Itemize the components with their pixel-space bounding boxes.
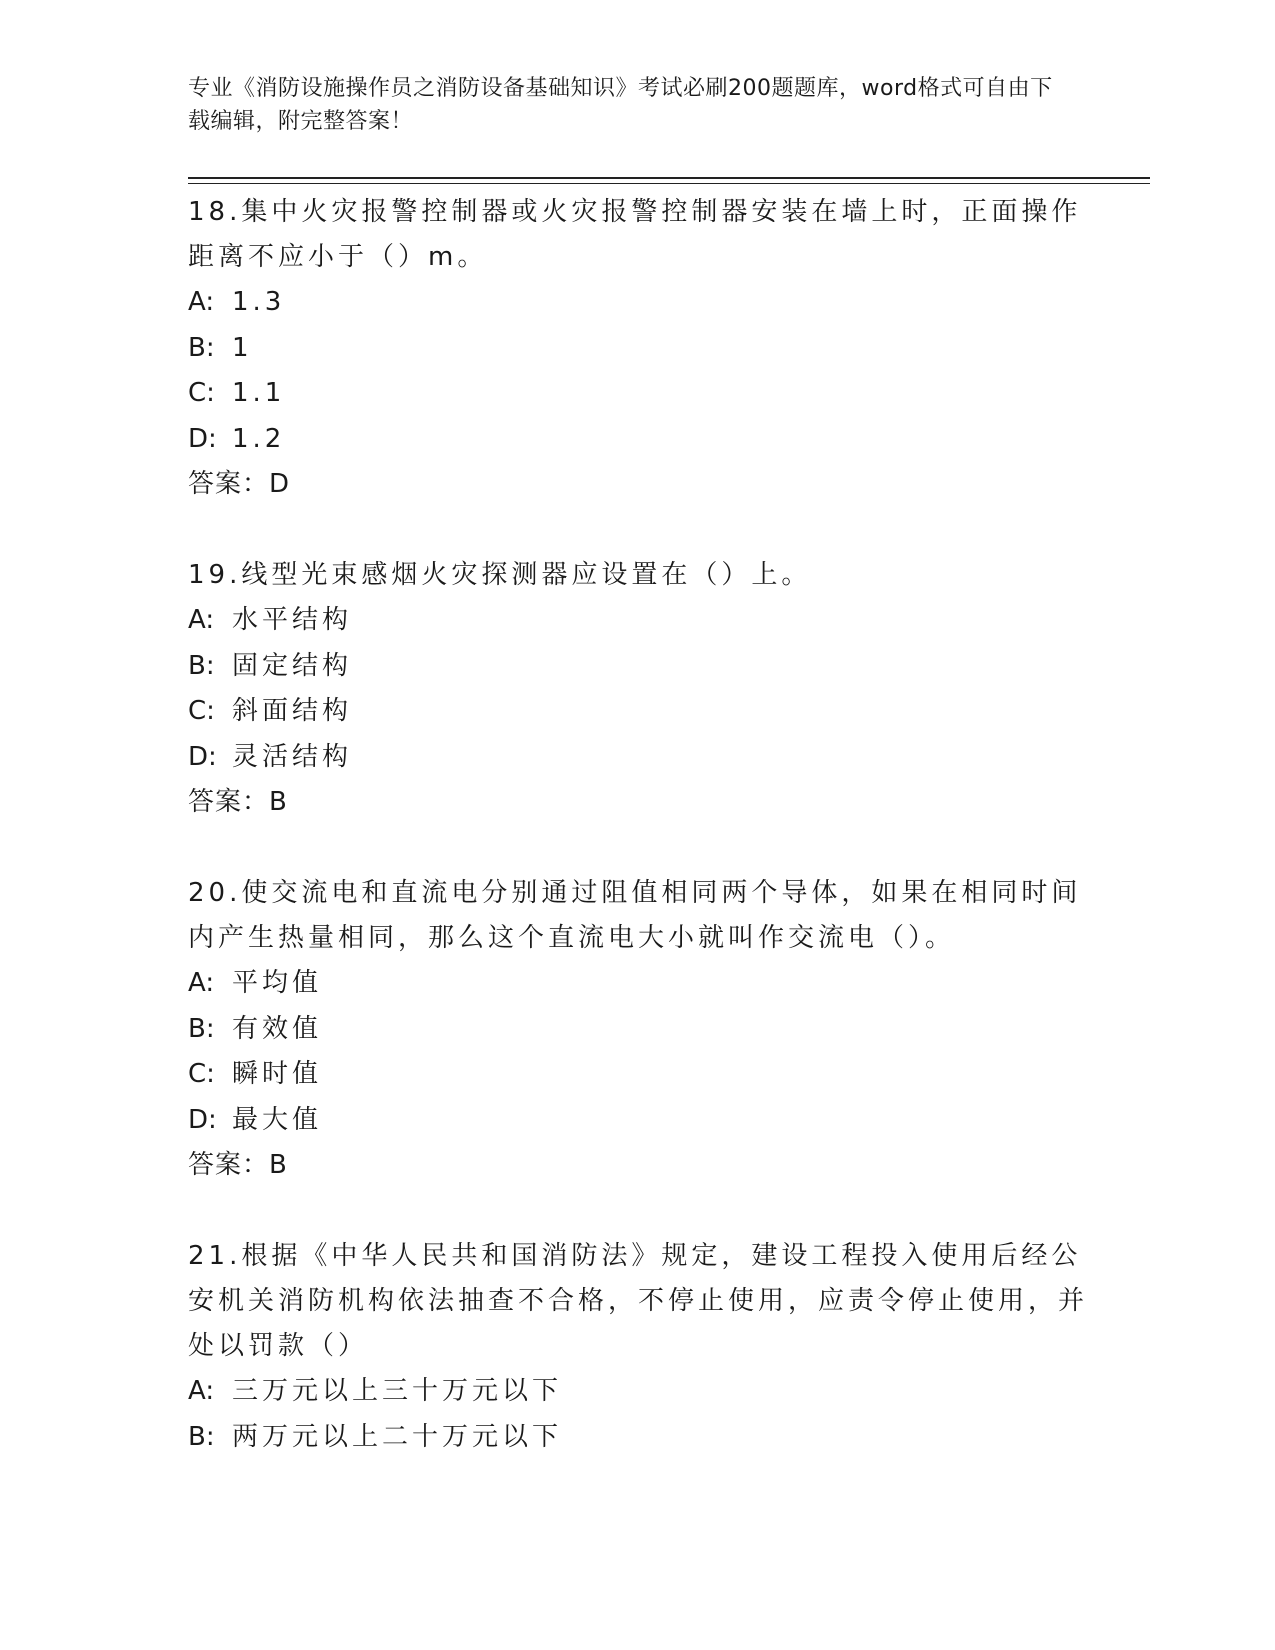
option-a	[188, 280, 1088, 326]
option-text: 两万元以上二十万元以下	[232, 1421, 563, 1452]
option-text: 三万元以上三十万元以下	[232, 1376, 563, 1406]
question-stem: 20.使交流电和直流电分别通过阻值相同两个导体，如果在相同时间内产生热量相同，那么这个直流电大小就叫作交流电（）。	[188, 878, 1082, 953]
option-a	[188, 598, 1088, 644]
header-intro-text: 专业《消防设施操作员之消防设备基础知识》考试必刷200题题库，word格式可自由下载编辑，附完整答案！	[188, 76, 1053, 134]
option-a	[188, 961, 1088, 1007]
header-divider-thick	[188, 177, 1150, 179]
question-list	[188, 190, 1088, 1506]
document-header	[188, 72, 1068, 138]
question-20	[188, 871, 1088, 1188]
option-letter: C:	[188, 696, 215, 726]
answer-line: 答案：B	[188, 1150, 288, 1180]
option-letter: C:	[188, 378, 215, 408]
option-letter: D:	[188, 423, 217, 454]
header-divider-thin	[188, 183, 1150, 184]
option-d	[188, 417, 1088, 463]
option-text: 固定结构	[232, 650, 353, 681]
question-stem: 19.线型光束感烟火灾探测器应设置在（）上。	[188, 560, 812, 590]
option-text: 水平结构	[232, 605, 353, 635]
question-18	[188, 190, 1088, 507]
option-text: 1.2	[232, 423, 286, 454]
question-stem: 18.集中火灾报警控制器或火灾报警控制器安装在墙上时，正面操作距离不应小于（）m。	[188, 197, 1082, 272]
option-text: 最大值	[232, 1104, 323, 1135]
option-letter: B:	[188, 650, 215, 681]
option-letter: C:	[188, 1059, 215, 1089]
option-b	[188, 644, 1088, 690]
option-text: 1	[232, 332, 253, 363]
option-c	[188, 371, 1088, 417]
option-text: 1.1	[232, 378, 286, 408]
option-c	[188, 689, 1088, 735]
option-d	[188, 1098, 1088, 1144]
option-text: 灵活结构	[232, 741, 353, 772]
answer-line: 答案：D	[188, 469, 291, 499]
option-text: 斜面结构	[232, 696, 353, 726]
answer-line: 答案：B	[188, 787, 288, 817]
question-19	[188, 553, 1088, 825]
option-c	[188, 1052, 1088, 1098]
option-letter: D:	[188, 1104, 217, 1135]
option-letter: B:	[188, 1421, 215, 1452]
option-letter: A:	[188, 1376, 215, 1406]
option-letter: B:	[188, 332, 215, 363]
question-stem: 21.根据《中华人民共和国消防法》规定，建设工程投入使用后经公安机关消防机构依法抽查不合格，不停止使用，应责令停止使用，并处以罚款（）	[188, 1241, 1089, 1361]
option-text: 瞬时值	[232, 1059, 323, 1089]
option-text: 1.3	[232, 287, 286, 317]
option-letter: A:	[188, 605, 215, 635]
option-b	[188, 1415, 1088, 1461]
option-text: 有效值	[232, 1013, 323, 1044]
option-letter: D:	[188, 741, 217, 772]
option-a	[188, 1369, 1088, 1415]
question-21	[188, 1234, 1088, 1460]
option-letter: B:	[188, 1013, 215, 1044]
option-d	[188, 735, 1088, 781]
option-text: 平均值	[232, 968, 323, 998]
option-letter: A:	[188, 968, 215, 998]
option-letter: A:	[188, 287, 215, 317]
option-b	[188, 326, 1088, 372]
option-b	[188, 1007, 1088, 1053]
